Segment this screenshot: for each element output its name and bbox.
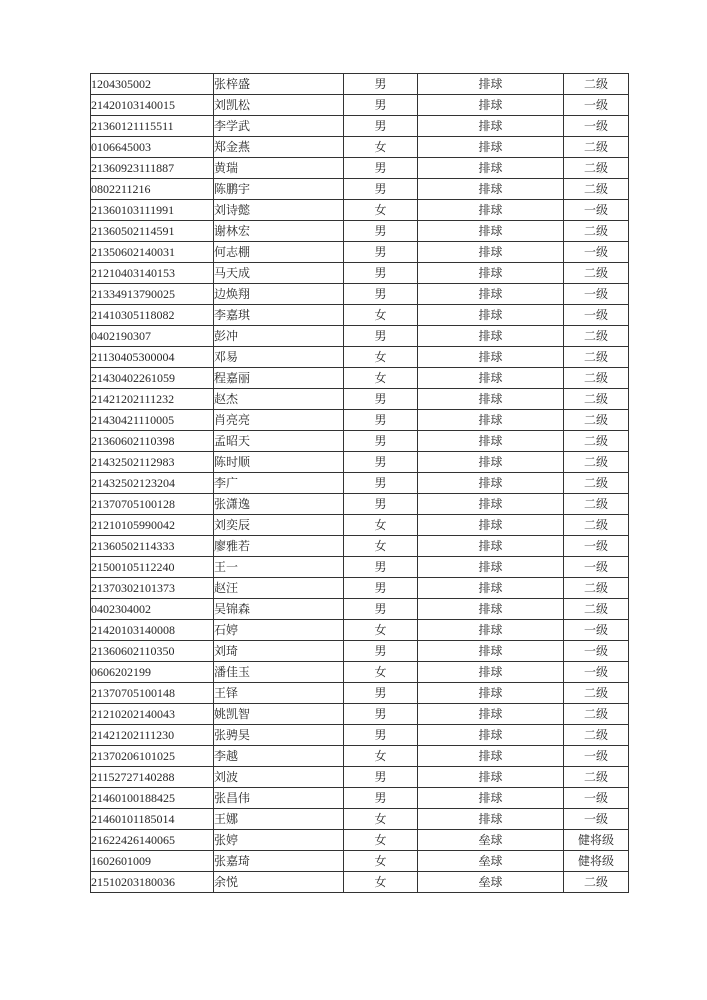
- table-row: [91, 830, 629, 851]
- cell-gender: 女: [344, 368, 418, 389]
- table-row: [91, 452, 629, 473]
- table-row: [91, 746, 629, 767]
- cell-sport: 排球: [418, 284, 564, 305]
- cell-grade-level: 二级: [564, 74, 629, 95]
- cell-registration-id: 1204305002: [91, 74, 214, 95]
- cell-registration-id: 21460100188425: [91, 788, 214, 809]
- cell-name: 姚凯智: [214, 704, 344, 725]
- cell-sport: 排球: [418, 767, 564, 788]
- cell-sport: 排球: [418, 137, 564, 158]
- cell-sport: 排球: [418, 788, 564, 809]
- cell-name: 陈鹏宇: [214, 179, 344, 200]
- cell-gender: 女: [344, 746, 418, 767]
- cell-sport: 排球: [418, 242, 564, 263]
- table-row: [91, 284, 629, 305]
- cell-registration-id: 21360502114591: [91, 221, 214, 242]
- cell-grade-level: 一级: [564, 620, 629, 641]
- cell-gender: 男: [344, 263, 418, 284]
- table-row: [91, 389, 629, 410]
- cell-name: 王铎: [214, 683, 344, 704]
- cell-registration-id: 21152727140288: [91, 767, 214, 788]
- cell-registration-id: 0402190307: [91, 326, 214, 347]
- cell-name: 肖亮亮: [214, 410, 344, 431]
- cell-name: 黄瑞: [214, 158, 344, 179]
- cell-gender: 男: [344, 725, 418, 746]
- cell-sport: 排球: [418, 452, 564, 473]
- cell-registration-id: 21460101185014: [91, 809, 214, 830]
- cell-name: 孟昭天: [214, 431, 344, 452]
- cell-registration-id: 21432502112983: [91, 452, 214, 473]
- cell-grade-level: 二级: [564, 767, 629, 788]
- cell-registration-id: 21370705100148: [91, 683, 214, 704]
- cell-name: 彭冲: [214, 326, 344, 347]
- cell-sport: 排球: [418, 704, 564, 725]
- cell-gender: 男: [344, 431, 418, 452]
- cell-sport: 排球: [418, 641, 564, 662]
- cell-name: 刘诗懿: [214, 200, 344, 221]
- cell-sport: 排球: [418, 347, 564, 368]
- cell-gender: 女: [344, 851, 418, 872]
- table-row: [91, 158, 629, 179]
- cell-sport: 排球: [418, 389, 564, 410]
- athletes-table: [90, 73, 629, 893]
- cell-gender: 男: [344, 221, 418, 242]
- cell-grade-level: 一级: [564, 641, 629, 662]
- athletes-table-body: [91, 74, 629, 893]
- cell-grade-level: 健将级: [564, 851, 629, 872]
- cell-name: 李广: [214, 473, 344, 494]
- cell-gender: 女: [344, 305, 418, 326]
- cell-gender: 男: [344, 116, 418, 137]
- cell-gender: 女: [344, 515, 418, 536]
- table-row: [91, 368, 629, 389]
- cell-sport: 排球: [418, 158, 564, 179]
- cell-grade-level: 二级: [564, 683, 629, 704]
- cell-registration-id: 21500105112240: [91, 557, 214, 578]
- cell-gender: 男: [344, 284, 418, 305]
- cell-gender: 男: [344, 326, 418, 347]
- cell-sport: 排球: [418, 683, 564, 704]
- cell-gender: 女: [344, 830, 418, 851]
- cell-gender: 男: [344, 788, 418, 809]
- table-row: [91, 326, 629, 347]
- table-row: [91, 473, 629, 494]
- cell-gender: 男: [344, 158, 418, 179]
- cell-sport: 排球: [418, 221, 564, 242]
- cell-registration-id: 0106645003: [91, 137, 214, 158]
- cell-sport: 排球: [418, 116, 564, 137]
- cell-registration-id: 21360923111887: [91, 158, 214, 179]
- cell-grade-level: 一级: [564, 746, 629, 767]
- table-row: [91, 851, 629, 872]
- cell-name: 吴锦森: [214, 599, 344, 620]
- cell-registration-id: 21360602110350: [91, 641, 214, 662]
- cell-name: 张嘉琦: [214, 851, 344, 872]
- table-row: [91, 536, 629, 557]
- cell-gender: 男: [344, 242, 418, 263]
- table-row: [91, 221, 629, 242]
- table-row: [91, 242, 629, 263]
- cell-name: 郑金燕: [214, 137, 344, 158]
- table-row: [91, 725, 629, 746]
- cell-sport: 排球: [418, 578, 564, 599]
- cell-registration-id: 21420103140008: [91, 620, 214, 641]
- cell-gender: 女: [344, 662, 418, 683]
- cell-gender: 男: [344, 683, 418, 704]
- cell-name: 陈时顺: [214, 452, 344, 473]
- cell-name: 廖雅若: [214, 536, 344, 557]
- cell-name: 赵杰: [214, 389, 344, 410]
- cell-sport: 排球: [418, 326, 564, 347]
- table-row: [91, 263, 629, 284]
- cell-name: 谢林宏: [214, 221, 344, 242]
- cell-name: 王一: [214, 557, 344, 578]
- cell-grade-level: 二级: [564, 452, 629, 473]
- cell-gender: 男: [344, 95, 418, 116]
- cell-sport: 垒球: [418, 830, 564, 851]
- cell-name: 李学武: [214, 116, 344, 137]
- cell-registration-id: 21370705100128: [91, 494, 214, 515]
- cell-grade-level: 一级: [564, 95, 629, 116]
- cell-sport: 排球: [418, 620, 564, 641]
- cell-sport: 排球: [418, 74, 564, 95]
- cell-registration-id: 21432502123204: [91, 473, 214, 494]
- table-row: [91, 662, 629, 683]
- cell-name: 李越: [214, 746, 344, 767]
- table-row: [91, 200, 629, 221]
- cell-registration-id: 21360103111991: [91, 200, 214, 221]
- cell-name: 张潇逸: [214, 494, 344, 515]
- cell-gender: 男: [344, 452, 418, 473]
- cell-registration-id: 21360121115511: [91, 116, 214, 137]
- cell-registration-id: 21360602110398: [91, 431, 214, 452]
- table-row: [91, 431, 629, 452]
- cell-gender: 男: [344, 389, 418, 410]
- table-row: [91, 578, 629, 599]
- cell-grade-level: 二级: [564, 578, 629, 599]
- cell-grade-level: 一级: [564, 788, 629, 809]
- cell-grade-level: 二级: [564, 872, 629, 893]
- table-row: [91, 179, 629, 200]
- cell-grade-level: 二级: [564, 515, 629, 536]
- table-row: [91, 872, 629, 893]
- cell-grade-level: 一级: [564, 809, 629, 830]
- table-row: [91, 410, 629, 431]
- cell-registration-id: 21210105990042: [91, 515, 214, 536]
- cell-registration-id: 21430402261059: [91, 368, 214, 389]
- cell-name: 马天成: [214, 263, 344, 284]
- cell-name: 张婷: [214, 830, 344, 851]
- cell-gender: 男: [344, 578, 418, 599]
- table-row: [91, 74, 629, 95]
- cell-name: 刘琦: [214, 641, 344, 662]
- cell-grade-level: 一级: [564, 116, 629, 137]
- cell-gender: 男: [344, 74, 418, 95]
- cell-grade-level: 二级: [564, 347, 629, 368]
- cell-registration-id: 0402304002: [91, 599, 214, 620]
- table-row: [91, 347, 629, 368]
- cell-sport: 排球: [418, 473, 564, 494]
- cell-sport: 排球: [418, 179, 564, 200]
- cell-sport: 排球: [418, 431, 564, 452]
- cell-sport: 排球: [418, 725, 564, 746]
- cell-gender: 男: [344, 767, 418, 788]
- cell-registration-id: 21130405300004: [91, 347, 214, 368]
- cell-registration-id: 1602601009: [91, 851, 214, 872]
- cell-name: 李嘉琪: [214, 305, 344, 326]
- cell-registration-id: 0802211216: [91, 179, 214, 200]
- cell-registration-id: 21410305118082: [91, 305, 214, 326]
- cell-sport: 排球: [418, 410, 564, 431]
- table-row: [91, 137, 629, 158]
- cell-registration-id: 21210403140153: [91, 263, 214, 284]
- table-row: [91, 116, 629, 137]
- cell-name: 余悦: [214, 872, 344, 893]
- cell-grade-level: 二级: [564, 221, 629, 242]
- cell-sport: 排球: [418, 536, 564, 557]
- cell-sport: 排球: [418, 305, 564, 326]
- cell-registration-id: 21210202140043: [91, 704, 214, 725]
- cell-grade-level: 二级: [564, 431, 629, 452]
- cell-gender: 女: [344, 536, 418, 557]
- cell-gender: 男: [344, 599, 418, 620]
- cell-sport: 垒球: [418, 851, 564, 872]
- cell-grade-level: 二级: [564, 473, 629, 494]
- cell-grade-level: 二级: [564, 494, 629, 515]
- cell-grade-level: 二级: [564, 263, 629, 284]
- cell-gender: 男: [344, 179, 418, 200]
- cell-gender: 女: [344, 620, 418, 641]
- cell-gender: 男: [344, 494, 418, 515]
- table-row: [91, 767, 629, 788]
- cell-sport: 排球: [418, 515, 564, 536]
- table-row: [91, 683, 629, 704]
- cell-gender: 女: [344, 809, 418, 830]
- cell-registration-id: 21420103140015: [91, 95, 214, 116]
- cell-gender: 男: [344, 641, 418, 662]
- cell-name: 何志棚: [214, 242, 344, 263]
- cell-sport: 排球: [418, 662, 564, 683]
- cell-registration-id: 21334913790025: [91, 284, 214, 305]
- cell-grade-level: 二级: [564, 368, 629, 389]
- cell-name: 张骋昊: [214, 725, 344, 746]
- cell-grade-level: 二级: [564, 704, 629, 725]
- cell-grade-level: 二级: [564, 725, 629, 746]
- table-row: [91, 494, 629, 515]
- cell-grade-level: 二级: [564, 326, 629, 347]
- cell-name: 赵汪: [214, 578, 344, 599]
- cell-grade-level: 二级: [564, 158, 629, 179]
- cell-grade-level: 二级: [564, 137, 629, 158]
- cell-registration-id: 21430421110005: [91, 410, 214, 431]
- table-row: [91, 95, 629, 116]
- cell-sport: 排球: [418, 368, 564, 389]
- cell-gender: 男: [344, 473, 418, 494]
- cell-gender: 男: [344, 410, 418, 431]
- cell-grade-level: 一级: [564, 242, 629, 263]
- cell-name: 边焕翔: [214, 284, 344, 305]
- cell-name: 刘凯松: [214, 95, 344, 116]
- cell-sport: 排球: [418, 494, 564, 515]
- cell-sport: 排球: [418, 95, 564, 116]
- cell-gender: 女: [344, 872, 418, 893]
- cell-registration-id: 21510203180036: [91, 872, 214, 893]
- cell-grade-level: 一级: [564, 305, 629, 326]
- cell-registration-id: 21421202111230: [91, 725, 214, 746]
- table-row: [91, 641, 629, 662]
- cell-grade-level: 二级: [564, 410, 629, 431]
- cell-sport: 排球: [418, 746, 564, 767]
- cell-name: 石婷: [214, 620, 344, 641]
- cell-gender: 男: [344, 557, 418, 578]
- cell-name: 张梓盛: [214, 74, 344, 95]
- cell-name: 刘奕辰: [214, 515, 344, 536]
- cell-grade-level: 一级: [564, 557, 629, 578]
- cell-gender: 女: [344, 347, 418, 368]
- cell-registration-id: 21360502114333: [91, 536, 214, 557]
- cell-grade-level: 一级: [564, 284, 629, 305]
- cell-name: 程嘉丽: [214, 368, 344, 389]
- cell-sport: 排球: [418, 599, 564, 620]
- cell-registration-id: 21622426140065: [91, 830, 214, 851]
- cell-registration-id: 21350602140031: [91, 242, 214, 263]
- cell-registration-id: 21370302101373: [91, 578, 214, 599]
- cell-registration-id: 21421202111232: [91, 389, 214, 410]
- cell-gender: 女: [344, 137, 418, 158]
- cell-registration-id: 21370206101025: [91, 746, 214, 767]
- table-row: [91, 557, 629, 578]
- cell-grade-level: 一级: [564, 536, 629, 557]
- cell-grade-level: 二级: [564, 599, 629, 620]
- cell-grade-level: 一级: [564, 200, 629, 221]
- cell-gender: 男: [344, 704, 418, 725]
- cell-name: 张昌伟: [214, 788, 344, 809]
- cell-sport: 排球: [418, 557, 564, 578]
- cell-name: 潘佳玉: [214, 662, 344, 683]
- cell-name: 刘波: [214, 767, 344, 788]
- table-row: [91, 305, 629, 326]
- table-row: [91, 515, 629, 536]
- cell-grade-level: 二级: [564, 389, 629, 410]
- table-row: [91, 809, 629, 830]
- cell-sport: 垒球: [418, 872, 564, 893]
- cell-grade-level: 二级: [564, 179, 629, 200]
- table-row: [91, 788, 629, 809]
- cell-gender: 女: [344, 200, 418, 221]
- cell-sport: 排球: [418, 809, 564, 830]
- table-row: [91, 704, 629, 725]
- cell-name: 邓易: [214, 347, 344, 368]
- cell-registration-id: 0606202199: [91, 662, 214, 683]
- cell-name: 王娜: [214, 809, 344, 830]
- table-row: [91, 620, 629, 641]
- cell-sport: 排球: [418, 200, 564, 221]
- cell-grade-level: 健将级: [564, 830, 629, 851]
- cell-sport: 排球: [418, 263, 564, 284]
- table-row: [91, 599, 629, 620]
- cell-grade-level: 一级: [564, 662, 629, 683]
